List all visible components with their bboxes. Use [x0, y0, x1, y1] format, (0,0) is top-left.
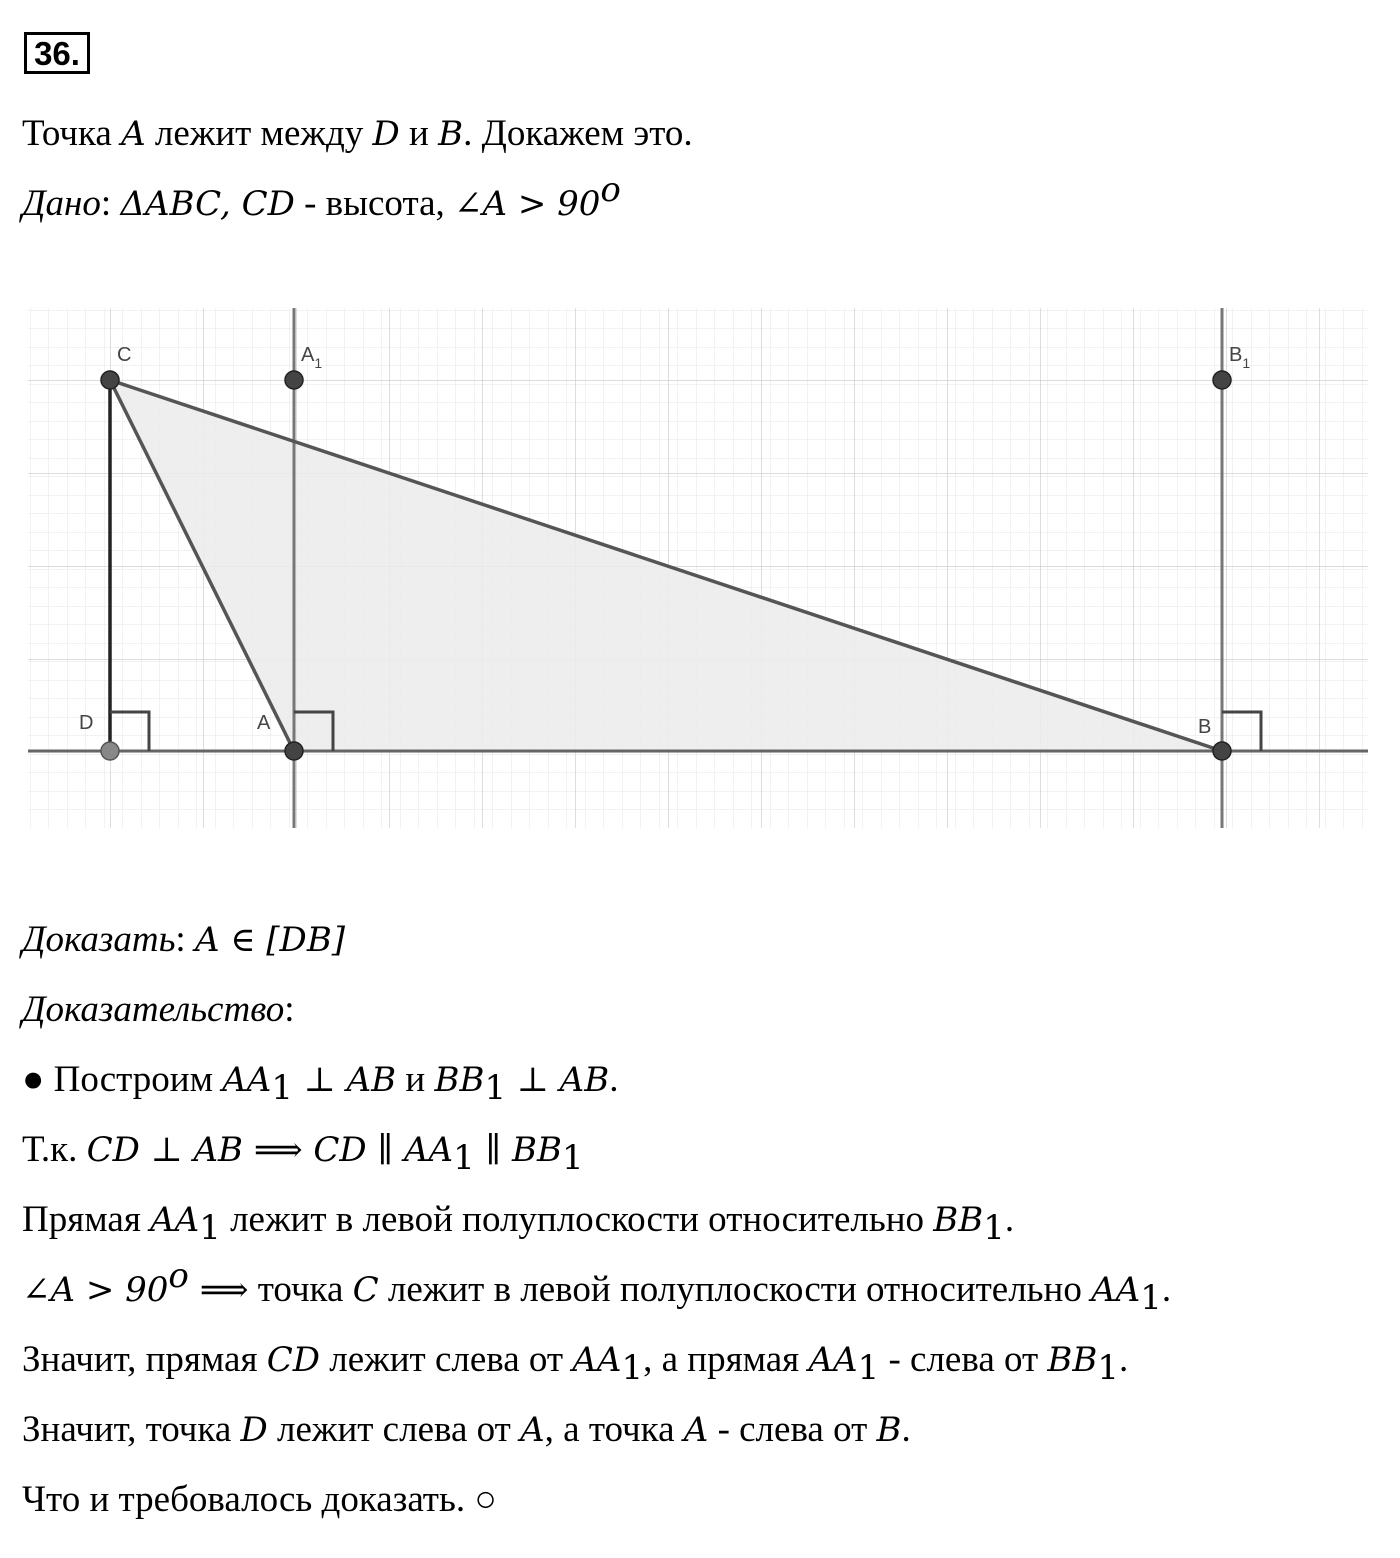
intro-text-3: и: [399, 113, 439, 154]
proof-step-6: [22, 1408, 911, 1452]
step3-math-2: BB: [933, 1200, 984, 1240]
given-text: - высота,: [294, 183, 454, 224]
step3-sub-2: 1: [983, 1208, 1005, 1248]
step5-text-4: - слева от: [879, 1339, 1048, 1380]
proof-label-line: [22, 988, 295, 1032]
step2-sub-1: 1: [453, 1138, 475, 1178]
step6-math-3: A: [683, 1410, 709, 1450]
step1-math-2: ⊥ AB: [293, 1060, 397, 1100]
label-b: B: [1198, 716, 1212, 738]
given-label: Дано: [22, 183, 101, 224]
step6-text-1: Значит, точка: [22, 1409, 241, 1450]
proof-label: Доказательство: [22, 989, 285, 1030]
step4-implies: ⟹: [188, 1270, 249, 1310]
step6-math-2: A: [520, 1410, 545, 1450]
label-b1: $B_1$: [1229, 344, 1251, 371]
step3-sub-1: 1: [199, 1208, 221, 1248]
step1-text-1: ● Построим: [22, 1059, 223, 1100]
step1-text-3: .: [609, 1059, 619, 1100]
intro-text-2: лежит между: [145, 113, 373, 154]
point-a: [285, 742, 303, 760]
step5-math-2: AA: [572, 1340, 622, 1380]
step4-sub-4: 1: [1140, 1278, 1162, 1318]
label-c: C: [117, 344, 132, 366]
step5-text-2: лежит слева от: [320, 1339, 573, 1380]
step4-text-1: точка: [248, 1269, 353, 1310]
prove-colon: :: [175, 919, 195, 960]
intro-point-a: A: [121, 114, 146, 154]
label-a: A: [257, 712, 271, 734]
step4-degree: o: [168, 1256, 189, 1296]
proof-colon: :: [284, 989, 295, 1030]
step2-math-1: CD ⊥ AB ⟹ CD ∥ AA: [86, 1130, 454, 1170]
intro-text-4: . Докажем это.: [463, 113, 693, 154]
step4-math-4: AA: [1091, 1270, 1141, 1310]
given-degree: o: [600, 170, 621, 210]
step6-text-5: .: [901, 1409, 911, 1450]
step2-sub-2: 1: [562, 1138, 584, 1178]
step5-sub-3: 1: [857, 1348, 880, 1388]
intro-line: [22, 112, 693, 156]
step3-text-3: .: [1004, 1199, 1015, 1240]
given-angle: ∠A > 90: [454, 184, 601, 224]
label-a1: $A_1$: [301, 344, 323, 371]
conclusion-line: [22, 1478, 497, 1522]
step3-text-1: Прямая: [22, 1199, 151, 1240]
step5-sub-4: 1: [1097, 1348, 1120, 1388]
geometry-figure: [0, 300, 1400, 840]
proof-step-3: [22, 1198, 1015, 1248]
step2-text-1: Т.к.: [22, 1129, 87, 1170]
step6-math-1: D: [240, 1410, 268, 1450]
step1-sub-3: 1: [484, 1068, 507, 1108]
prove-label: Доказать: [22, 919, 176, 960]
point-d: [101, 742, 119, 760]
prove-expression: A ∈ [DB]: [194, 920, 346, 960]
step4-math-1: ∠A > 90: [22, 1270, 169, 1310]
step6-text-3: , а точка: [544, 1409, 684, 1450]
step1-math-3: BB: [434, 1060, 485, 1100]
point-b: [1213, 742, 1231, 760]
intro-point-b: B: [438, 114, 464, 154]
conclusion-text: Что и требовалось доказать. ○: [22, 1479, 497, 1520]
step5-text-1: Значит, прямая: [22, 1339, 267, 1380]
step1-sub-1: 1: [271, 1068, 293, 1108]
problem-number: 36.: [24, 32, 90, 74]
step3-math-1: AA: [150, 1200, 200, 1240]
given-triangle: ΔABC, CD: [120, 184, 295, 224]
point-b1: [1213, 371, 1231, 389]
step5-math-1: CD: [266, 1340, 321, 1380]
step4-text-3: .: [1161, 1269, 1172, 1310]
given-line: [22, 170, 621, 226]
proof-step-1: [22, 1058, 619, 1108]
label-d: D: [79, 712, 94, 734]
intro-text-1: Точка: [22, 113, 122, 154]
proof-step-2: [22, 1128, 584, 1178]
step4-text-2: лежит в левой полуплоскости относительно: [378, 1269, 1092, 1310]
step1-math-4: ⊥ AB: [506, 1060, 610, 1100]
step5-text-3: , а прямая: [643, 1339, 809, 1380]
given-colon: :: [100, 183, 121, 224]
step5-sub-2: 1: [621, 1348, 644, 1388]
point-a1: [285, 371, 303, 389]
intro-point-d: D: [372, 114, 400, 154]
step5-math-4: BB: [1047, 1340, 1098, 1380]
step2-math-2: ∥ BB: [474, 1130, 563, 1170]
step5-text-5: .: [1119, 1339, 1129, 1380]
step3-text-2: лежит в левой полуплоскости относительно: [220, 1199, 934, 1240]
step1-text-2: и: [396, 1059, 435, 1100]
prove-line: [22, 918, 345, 962]
proof-step-5: [22, 1338, 1129, 1388]
step6-math-4: B: [876, 1410, 902, 1450]
step4-math-3: C: [352, 1270, 379, 1310]
step5-math-3: AA: [808, 1340, 858, 1380]
point-c: [101, 371, 119, 389]
proof-step-4: [22, 1256, 1172, 1318]
step6-text-4: - слева от: [708, 1409, 877, 1450]
step1-math-1: AA: [222, 1060, 272, 1100]
step6-text-2: лежит слева от: [267, 1409, 521, 1450]
